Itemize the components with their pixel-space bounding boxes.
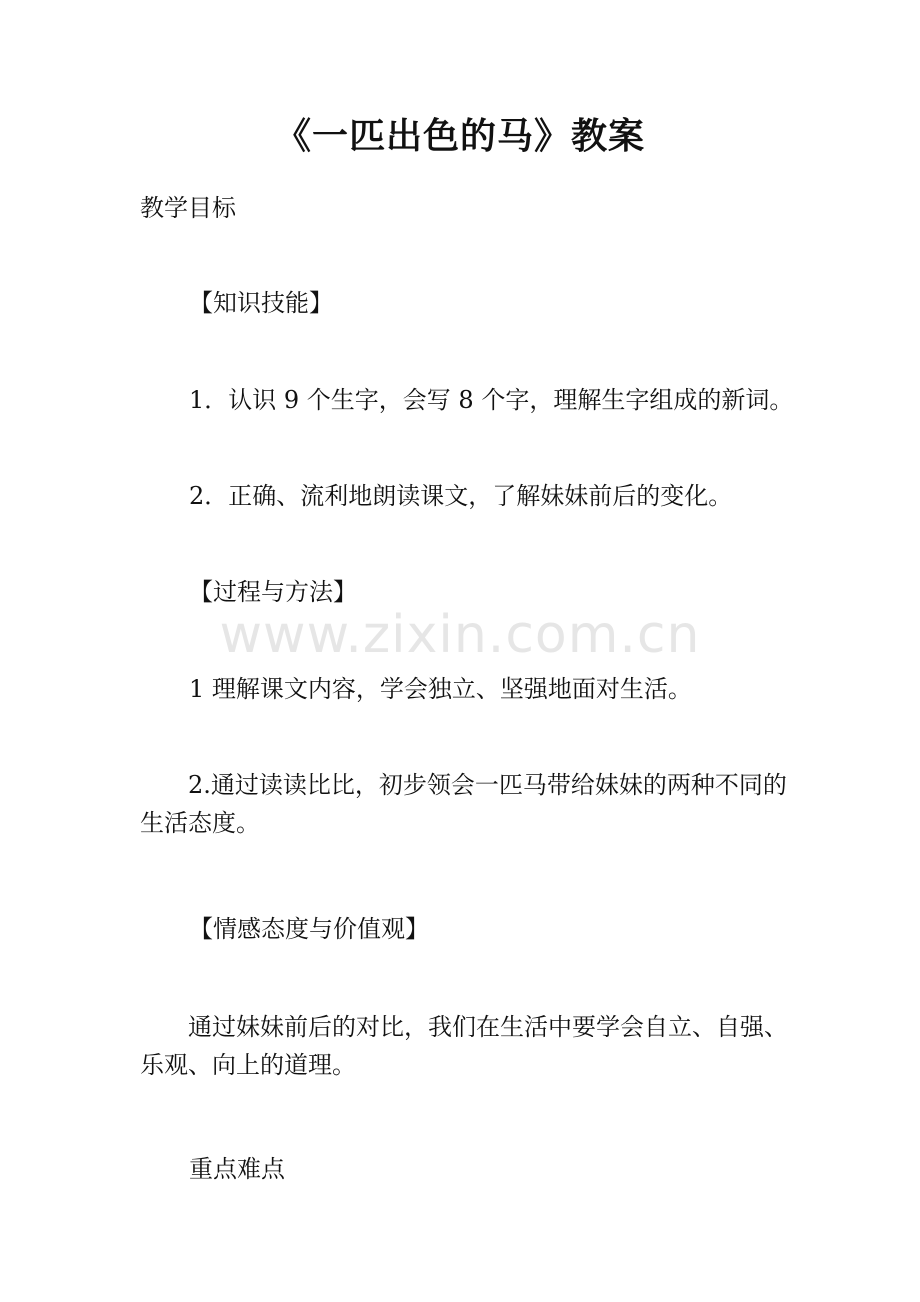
emotion-text: 通过妹妹前后的对比，我们在生活中要学会自立、自强、乐观、向上的道理。 <box>140 1013 788 1079</box>
page-title: 《一匹出色的马》教案 <box>274 116 645 157</box>
knowledge-item-1: 1．认识 9 个生字，会写 8 个字，理解生字组成的新词。 <box>189 386 794 414</box>
process-heading: 【过程与方法】 <box>189 578 357 606</box>
knowledge-heading: 【知识技能】 <box>189 289 333 317</box>
watermark: www.zixin.com.cn <box>219 605 701 665</box>
section-heading-goals: 教学目标 <box>140 194 236 222</box>
knowledge-item-2: 2．正确、流利地朗读课文，了解妹妹前后的变化。 <box>189 482 733 510</box>
process-item-2: 2.通过读读比比，初步领会一匹马带给妹妹的两种不同的生活态度。 <box>140 771 787 837</box>
key-points-heading: 重点难点 <box>189 1155 285 1183</box>
process-item-1: 1 理解课文内容，学会独立、坚强地面对生活。 <box>189 675 692 703</box>
emotion-heading: 【情感态度与价值观】 <box>189 915 429 943</box>
